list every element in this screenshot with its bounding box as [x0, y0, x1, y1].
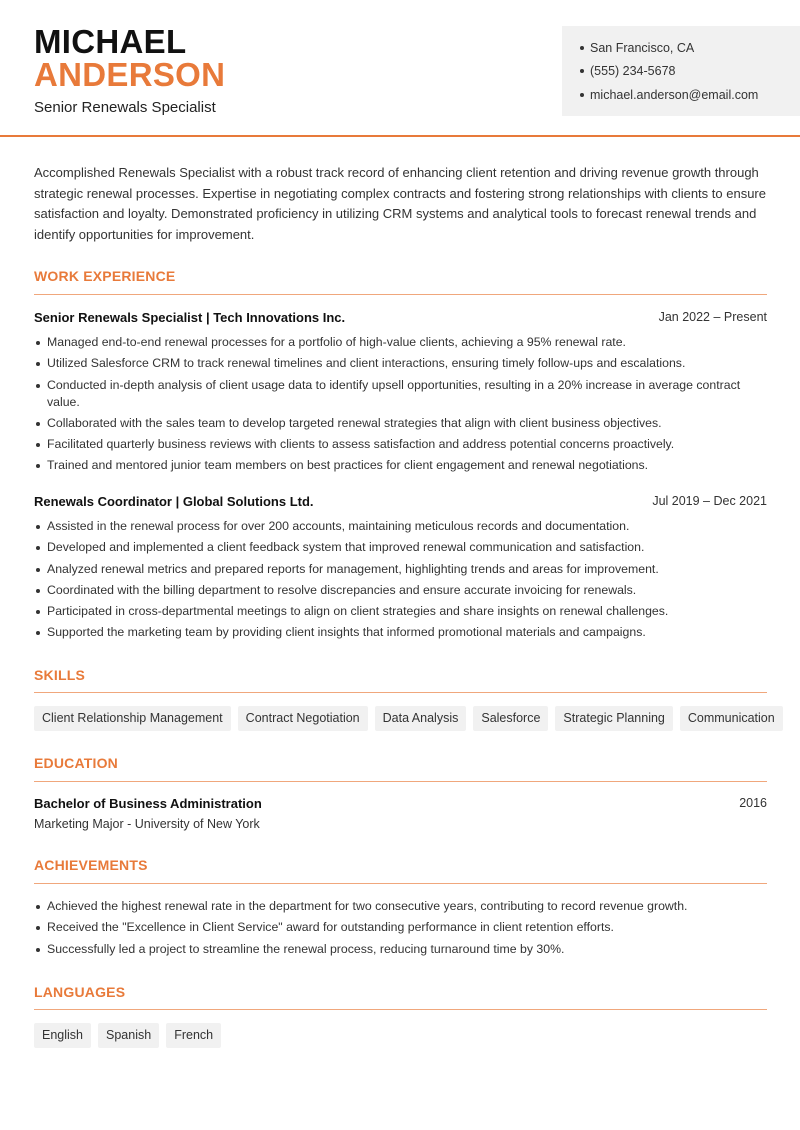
skill-chip: Contract Negotiation [238, 706, 368, 731]
list-item: Analyzed renewal metrics and prepared reports for management, highlighting trends and areas for improvement. [34, 561, 767, 578]
graduation-year: 2016 [739, 796, 767, 810]
section-divider [34, 1009, 767, 1010]
skill-chip: Client Relationship Management [34, 706, 231, 731]
list-item: Assisted in the renewal process for over 200 accounts, maintaining meticulous records and documentation. [34, 518, 767, 535]
job-header [34, 494, 767, 509]
skills-list [34, 706, 783, 731]
list-item: Trained and mentored junior team members on best practices for client engagement and renewal negotiations. [34, 457, 767, 474]
job-header [34, 310, 767, 325]
section-title-education: EDUCATION [34, 755, 118, 771]
job-bullets [34, 334, 767, 479]
job-dates: Jul 2019 – Dec 2021 [652, 494, 767, 508]
list-item: Received the "Excellence in Client Service" award for outstanding performance in client retention efforts. [34, 919, 767, 936]
section-divider [34, 692, 767, 693]
bullet-icon [580, 93, 584, 97]
skill-chip: Salesforce [473, 706, 548, 731]
section-title-work: WORK EXPERIENCE [34, 268, 176, 284]
language-chip: French [166, 1023, 221, 1048]
first-name: MICHAEL [34, 23, 187, 60]
list-item: Coordinated with the billing department to resolve discrepancies and ensure accurate invoicing for renewals. [34, 582, 767, 599]
section-title-achievements: ACHIEVEMENTS [34, 857, 148, 873]
contact-box [562, 26, 800, 116]
skill-chip: Strategic Planning [555, 706, 672, 731]
list-item: Facilitated quarterly business reviews with clients to assess satisfaction and address potential concerns proactively. [34, 436, 767, 453]
summary: Accomplished Renewals Specialist with a robust track record of enhancing client retention and driving revenue growth through strategic renewal processes. Expertise in negotiating complex contracts and fostering strong relationships with clients to ensure satisfaction and loyalty. Demonstrated proficiency in utilizing CRM systems and analytical tools to forecast renewal trends and identify opportunities for improvement. [34, 165, 766, 242]
languages-list [34, 1023, 221, 1048]
contact-location: San Francisco, CA [580, 36, 800, 60]
list-item: Participated in cross-departmental meetings to align on client strategies and share insights on renewal challenges. [34, 603, 767, 620]
resume-header [0, 0, 800, 137]
list-item: Collaborated with the sales team to develop targeted renewal strategies that align with client business objectives. [34, 415, 767, 432]
degree: Bachelor of Business Administration [34, 796, 262, 811]
skill-chip: Data Analysis [375, 706, 467, 731]
job-dates: Jan 2022 – Present [658, 310, 767, 324]
section-title-languages: LANGUAGES [34, 984, 126, 1000]
job-bullets [34, 518, 767, 646]
bullet-icon [580, 69, 584, 73]
contact-phone: (555) 234-5678 [580, 60, 800, 84]
job-role: Renewals Coordinator | Global Solutions Ltd. [34, 494, 314, 509]
section-divider [34, 883, 767, 884]
bullet-icon [580, 46, 584, 50]
list-item: Successfully led a project to streamline the renewal process, reducing turnaround time by 30%. [34, 941, 767, 958]
list-item: Conducted in-depth analysis of client usage data to identify upsell opportunities, resulting in a 20% increase in average contract value. [34, 377, 767, 411]
list-item: Supported the marketing team by providing client insights that informed promotional materials and campaigns. [34, 624, 767, 641]
language-chip: English [34, 1023, 91, 1048]
list-item: Managed end-to-end renewal processes for a portfolio of high-value clients, achieving a 95% renewal rate. [34, 334, 767, 351]
contact-email[interactable]: michael.anderson@email.com [580, 83, 800, 107]
list-item: Achieved the highest renewal rate in the department for two consecutive years, contributing to record revenue growth. [34, 898, 767, 915]
education-details: Marketing Major - University of New York [34, 817, 260, 831]
job-role: Senior Renewals Specialist | Tech Innovations Inc. [34, 310, 346, 325]
job-title: Senior Renewals Specialist [34, 99, 216, 116]
education-header [34, 796, 767, 811]
skill-chip: Communication [680, 706, 783, 731]
list-item: Developed and implemented a client feedback system that improved renewal communication and satisfaction. [34, 539, 767, 556]
language-chip: Spanish [98, 1023, 159, 1048]
last-name: ANDERSON [34, 56, 226, 93]
achievements-list [34, 898, 767, 962]
list-item: Utilized Salesforce CRM to track renewal timelines and client interactions, ensuring timely follow-ups and escalations. [34, 355, 767, 372]
section-divider [34, 781, 767, 782]
section-title-skills: SKILLS [34, 667, 85, 683]
section-divider [34, 294, 767, 295]
